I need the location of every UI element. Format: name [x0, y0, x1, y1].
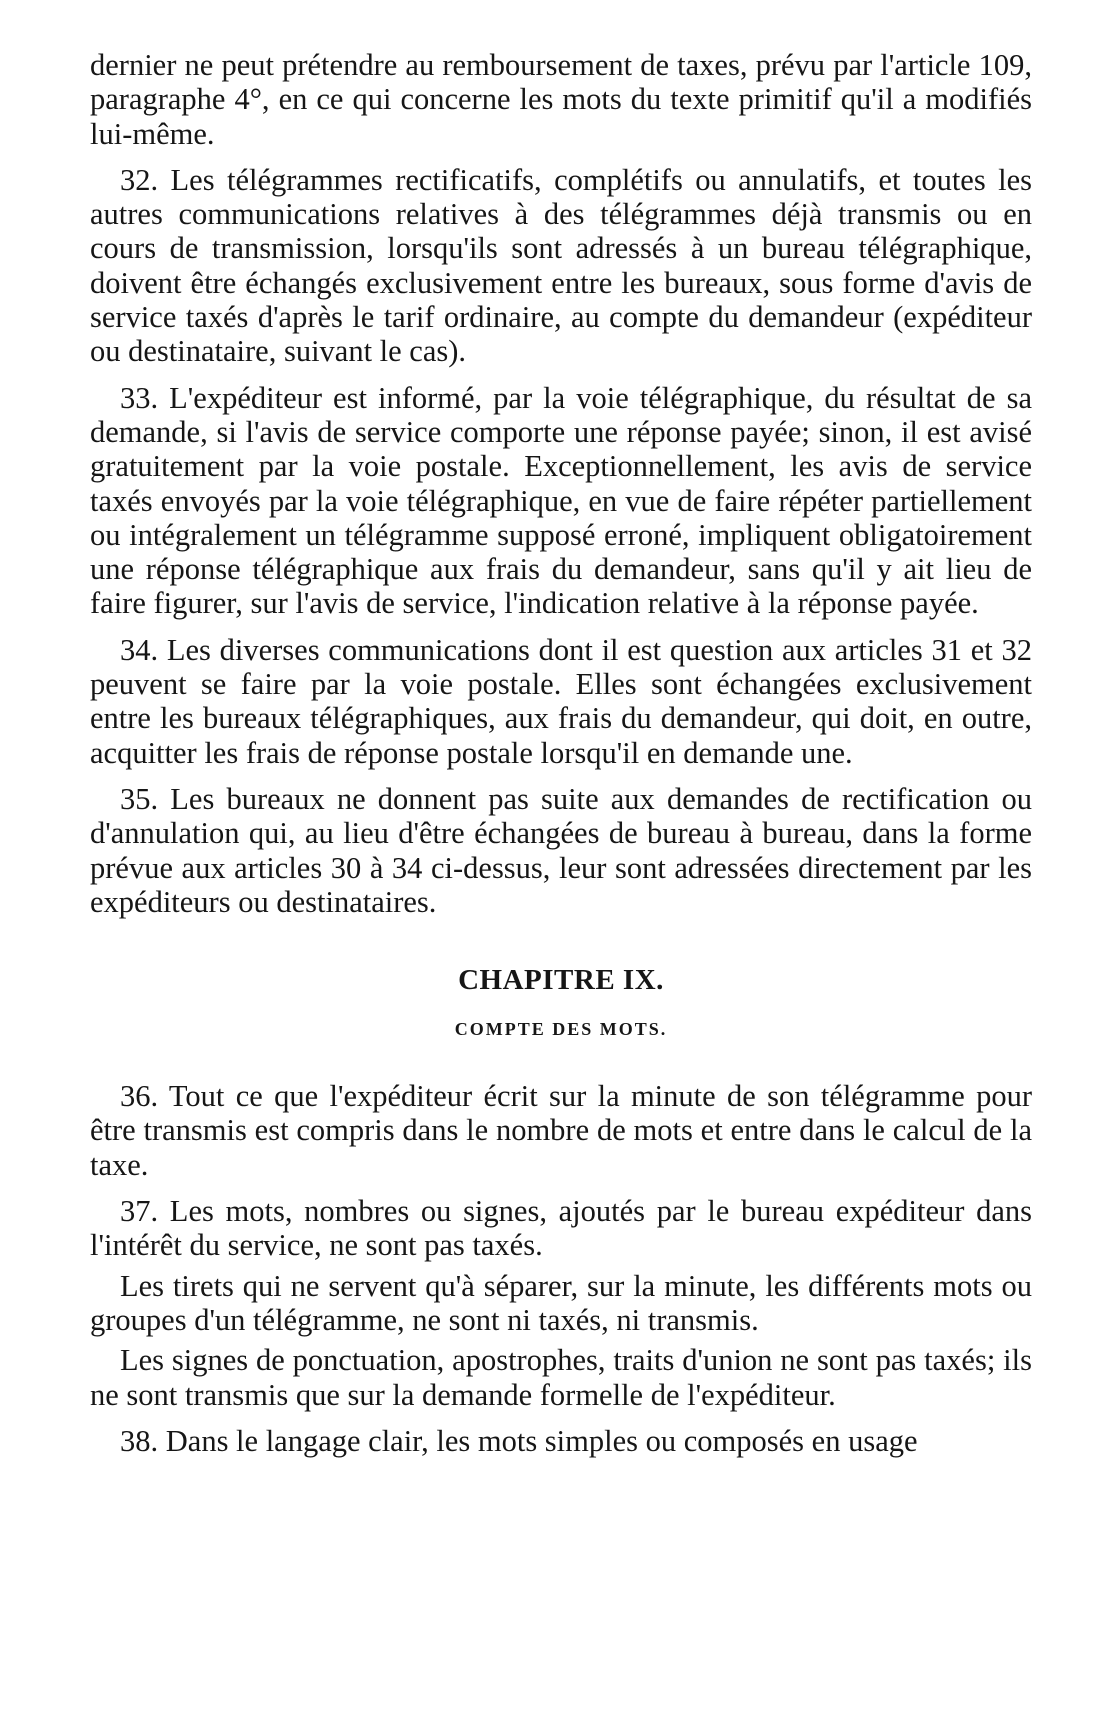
- paragraph-ponctuation: Les signes de ponctuation, apostrophes, traits d'union ne sont pas taxés; ils ne sont transmis que sur la demande formelle de l'expéditeur.: [90, 1343, 1032, 1412]
- paragraph-article-33: 33. L'expéditeur est informé, par la voie télégraphique, du résultat de sa demande, si l'avis de service comporte une réponse payée; sinon, il est avisé gratuitement par la voie postale. Exceptionnellement, les avis de service taxés envoyés par la voie télégraphique, en vue de faire répéter partiellement ou intégralement un télégramme supposé erroné, impliquent obligatoirement une réponse télégraphique aux frais du demandeur, sans qu'il y ait lieu de faire figurer, sur l'avis de service, l'indication relative à la réponse payée.: [90, 380, 1032, 621]
- paragraph-article-38: 38. Dans le langage clair, les mots simples ou composés en usage: [120, 1423, 918, 1458]
- paragraph-article-37: 37. Les mots, nombres ou signes, ajoutés par le bureau expéditeur dans l'intérêt du service, ne sont pas taxés.: [90, 1194, 1032, 1263]
- paragraph-article-34: 34. Les diverses communications dont il est question aux articles 31 et 32 peuvent se faire par la voie postale. Elles sont échangées exclusivement entre les bureaux télégraphiques, aux frais du demandeur, qui doit, en outre, acquitter les frais de réponse postale lorsqu'il en demande une.: [90, 632, 1032, 770]
- chapter-title: CHAPITRE IX.: [458, 964, 664, 997]
- paragraph-article-35: 35. Les bureaux ne donnent pas suite aux demandes de rectification ou d'annulation qui, au lieu d'être échangées de bureau à bureau, dans la forme prévue aux articles 30 à 34 ci-dessus, leur sont adressées directement par les expéditeurs ou destinataires.: [90, 781, 1032, 919]
- paragraph-article-36: 36. Tout ce que l'expéditeur écrit sur la minute de son télégramme pour être transmis est compris dans le nombre de mots et entre dans le calcul de la taxe.: [90, 1079, 1032, 1182]
- paragraph-tirets: Les tirets qui ne servent qu'à séparer, sur la minute, les différents mots ou groupes d'un télégramme, ne sont ni taxés, ni transmis.: [90, 1268, 1032, 1337]
- paragraph-article-32: 32. Les télégrammes rectificatifs, complétifs ou annulatifs, et toutes les autres communications relatives à des télégrammes déjà transmis ou en cours de transmission, lorsqu'ils sont adressés à un bureau télégraphique, doivent être échangés exclusivement entre les bureaux, sous forme d'avis de service taxés d'après le tarif ordinaire, au compte du demandeur (expéditeur ou destinataire, suivant le cas).: [90, 162, 1032, 369]
- paragraph-continuation: dernier ne peut prétendre au remboursement de taxes, prévu par l'article 109, paragraphe 4°, en ce qui concerne les mots du texte primitif qu'il a modifiés lui-même.: [90, 48, 1032, 151]
- document-page: [90, 48, 1032, 1458]
- chapter-subtitle: COMPTE DES MOTS.: [454, 1019, 668, 1040]
